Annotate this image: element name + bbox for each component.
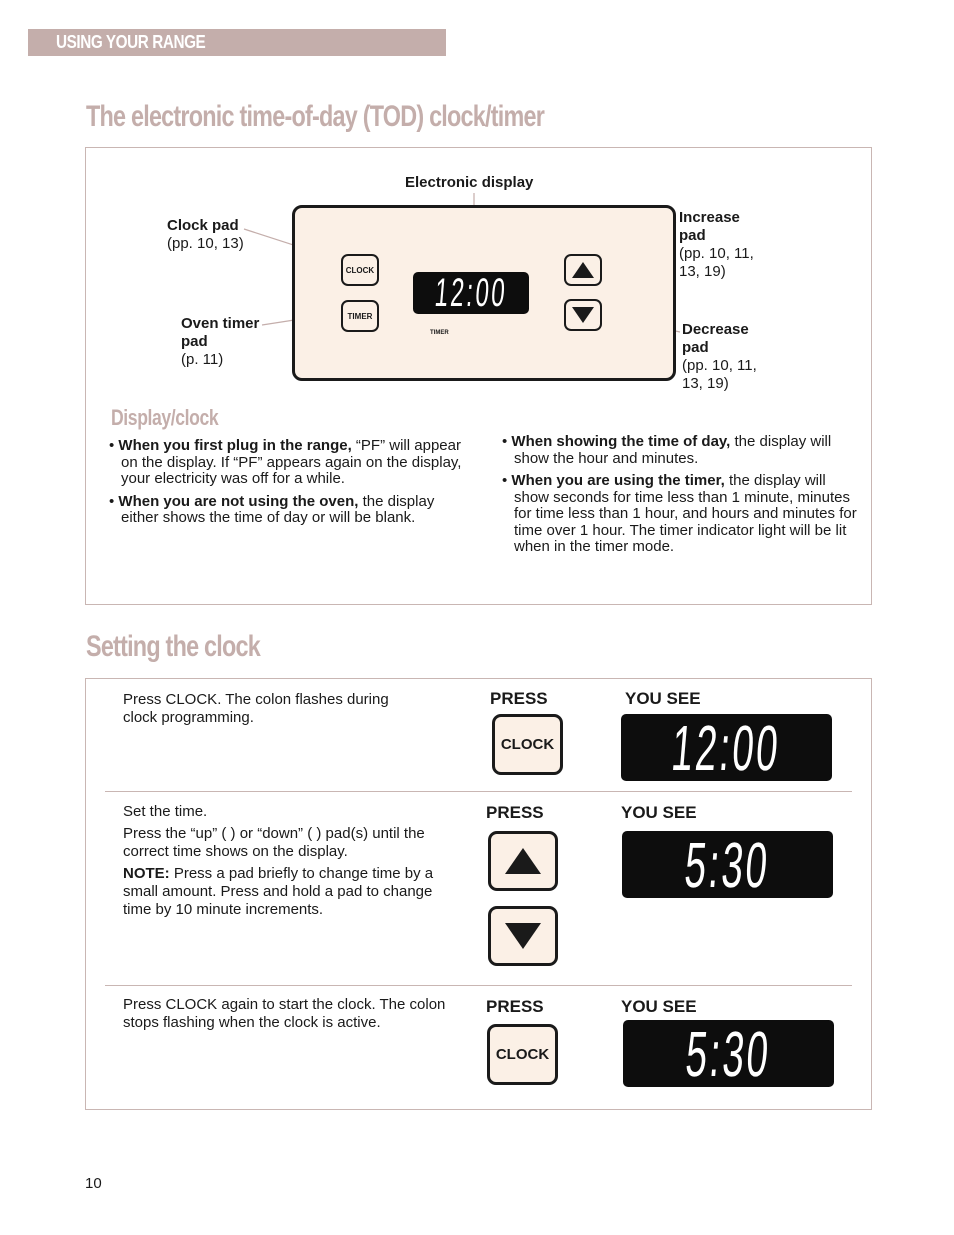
step1-display-value: 12:00 [669, 711, 784, 784]
up-arrow-icon [502, 845, 544, 877]
step3-you-see-heading: YOU SEE [621, 997, 697, 1016]
step3-clock-button-text: CLOCK [495, 1046, 550, 1063]
increase-pad-label-line2: pad [679, 227, 706, 244]
display-clock-bullets-right [502, 434, 858, 562]
step2-down-button[interactable] [488, 906, 558, 966]
bullet-first-plug-bold: When you first plug in the range, [118, 437, 352, 454]
step2-instructions [123, 803, 458, 923]
step2-line1: Set the time. [123, 803, 208, 820]
bullet-first-plug-text: “PF” will appear on the display. If “PF” appears again on the display, your electricity was off for a while. [121, 437, 462, 487]
bullet-not-using-oven-bold: When you are not using the oven, [118, 492, 359, 510]
clock-pad[interactable] [341, 254, 379, 286]
step2-note-label: NOTE: [123, 865, 170, 882]
decrease-pad-pages: (pp. 10, 11, [682, 357, 757, 374]
step1-you-see-heading: YOU SEE [625, 689, 701, 708]
bullet-time-of-day-bold: When showing the time of day, [511, 433, 731, 450]
oven-timer-pages: (p. 11) [181, 351, 224, 368]
step2-note [123, 865, 458, 919]
display-value: 12:00 [433, 271, 509, 315]
increase-pad-callout [679, 209, 754, 281]
clock-pad-callout [167, 217, 244, 253]
step2-display [622, 828, 833, 901]
page-number: 10 [85, 1175, 102, 1192]
oven-timer-pad[interactable] [341, 300, 379, 332]
step3-display [623, 1017, 834, 1090]
step1-instructions [123, 691, 423, 731]
clock-pad-text: CLOCK [345, 265, 375, 275]
decrease-pad-label-line2: pad [682, 339, 709, 356]
step1-press-heading: PRESS [490, 689, 548, 708]
display-clock-bullets-left [109, 438, 469, 533]
bullet-using-timer: • When you are using the timer, the display will show seconds for time less than 1 minute, minutes for time less than 1 hour, and hours and minutes for time over 1 hour. The timer indicator light will be lit when in the timer mode. [502, 472, 857, 555]
step1-clock-button[interactable] [492, 714, 563, 775]
step2-press-heading: PRESS [486, 803, 544, 822]
section-title-clock-timer: The electronic time-of-day (TOD) clock/timer [86, 100, 545, 133]
electronic-display-label: Electronic display [405, 174, 534, 191]
down-arrow-icon [502, 920, 544, 952]
step-divider-1 [105, 791, 852, 792]
bullet-not-using-oven-text: the display either shows the time of day or will be blank. [121, 492, 435, 526]
display-clock-subtitle: Display/clock [111, 405, 219, 430]
oven-timer-label: Oven timer [181, 315, 260, 332]
bullet-time-of-day: • When showing the time of day, the display will show the hour and minutes. [502, 433, 832, 467]
bullet-using-timer-text: the display will show seconds for time less than 1 minute, minutes for time less than 1 hour, and hours and minutes for time over 1 hour. The timer indicator light will be lit when in the timer mode. [514, 472, 857, 555]
step2-you-see-heading: YOU SEE [621, 803, 697, 822]
step3-press-heading: PRESS [486, 997, 544, 1016]
step3-text: Press CLOCK again to start the clock. The colon stops flashing when the clock is active. [123, 996, 446, 1031]
oven-timer-callout [181, 315, 259, 369]
step2-up-button[interactable] [488, 831, 558, 891]
bullet-time-of-day-text: the display will show the hour and minutes. [514, 433, 832, 467]
decrease-pad-label: Decrease [682, 321, 749, 338]
step-divider-2 [105, 985, 852, 986]
timer-indicator-label: TIMER [430, 330, 449, 336]
clock-pad-label: Clock pad [167, 217, 239, 234]
increase-pad-pages: (pp. 10, 11, [679, 245, 754, 262]
increase-pad[interactable] [564, 254, 602, 286]
bullet-using-timer-bold: When you are using the timer, [511, 472, 725, 489]
step1-display [621, 711, 832, 784]
section-title-setting-clock: Setting the clock [86, 630, 260, 663]
oven-timer-label-line2: pad [181, 333, 208, 350]
increase-pad-pages-line2: 13, 19) [679, 263, 726, 280]
step1-text: Press CLOCK. The colon flashes during clock programming. [123, 691, 389, 726]
down-arrow-icon [570, 305, 596, 325]
step2-note-text: Press a pad briefly to change time by a small amount. Press and hold a pad to change time by 10 minute increments. [123, 865, 434, 918]
section-label: USING YOUR RANGE [56, 32, 206, 52]
step3-instructions [123, 996, 473, 1036]
step1-clock-button-text: CLOCK [500, 736, 555, 753]
up-arrow-icon [570, 260, 596, 280]
electronic-display [413, 272, 529, 314]
decrease-pad-callout [682, 321, 757, 393]
timer-pad-text: TIMER [347, 311, 373, 321]
step3-clock-button[interactable] [487, 1024, 558, 1085]
step2-display-value: 5:30 [682, 828, 773, 901]
increase-pad-label: Increase [679, 209, 740, 226]
step3-display-value: 5:30 [683, 1017, 774, 1090]
clock-pad-pages: (pp. 10, 13) [167, 235, 244, 252]
step2-line2: Press the “up” ( ) or “down” ( ) pad(s) until the correct time shows on the display. [123, 825, 425, 860]
bullet-not-using-oven: • When you are not using the oven, the display either shows the time of day or will be blank. [109, 492, 435, 526]
decrease-pad[interactable] [564, 299, 602, 331]
bullet-first-plug: • When you first plug in the range, “PF” will appear on the display. If “PF” appears again on the display, your electricity was off for a while. [109, 437, 462, 487]
decrease-pad-pages-line2: 13, 19) [682, 375, 729, 392]
